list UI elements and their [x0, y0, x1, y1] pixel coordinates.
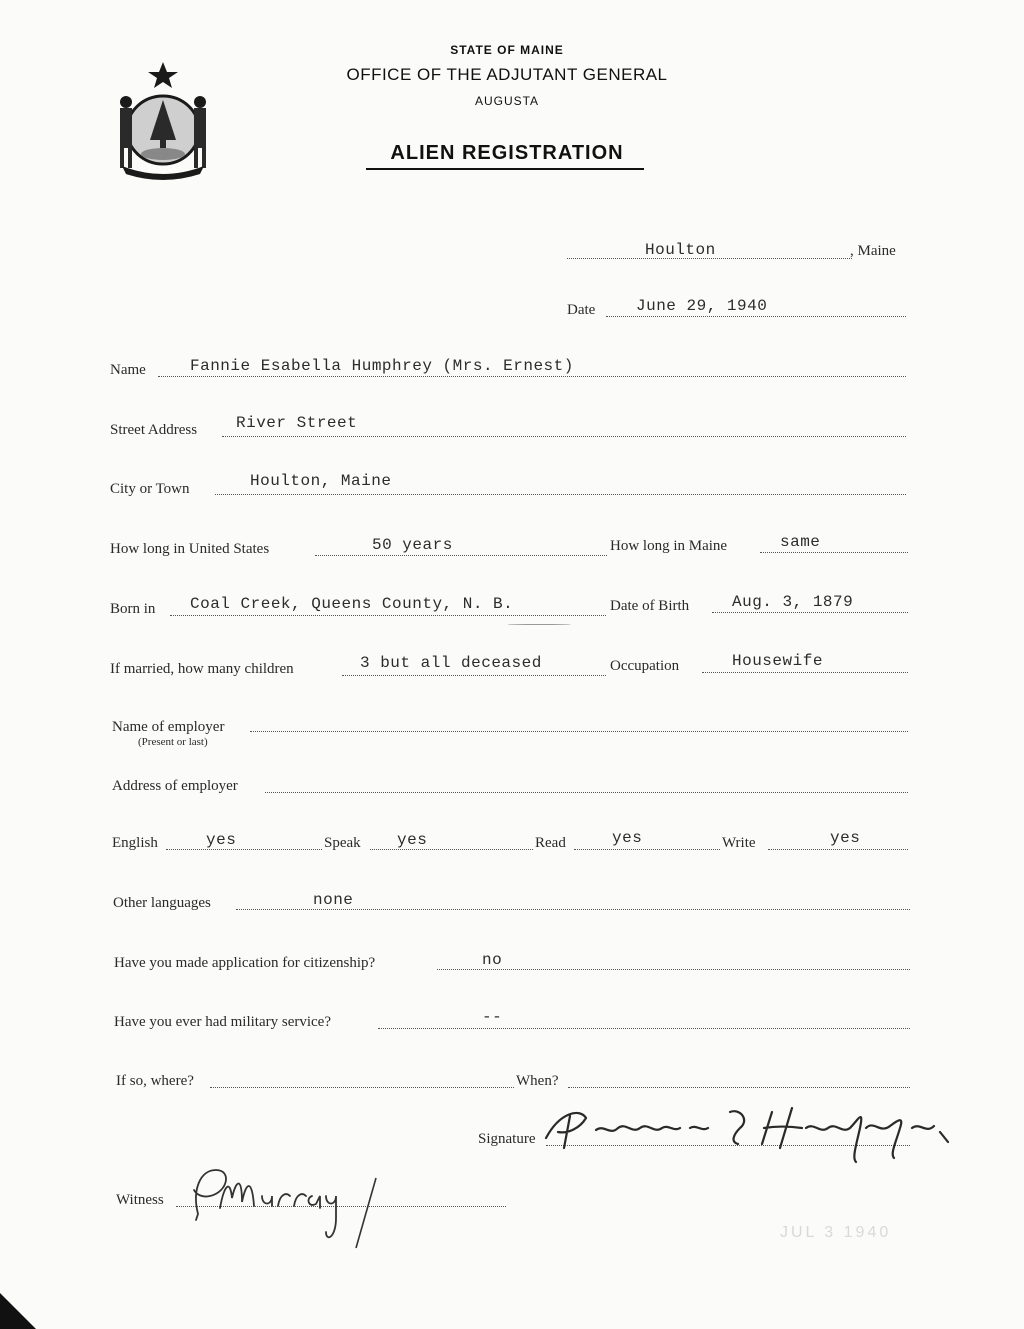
office-heading: OFFICE OF THE ADJUTANT GENERAL [346, 65, 668, 84]
handwritten-witness [180, 1160, 410, 1255]
citizenship-line [437, 969, 910, 970]
write-line [768, 849, 908, 850]
employer-address-label: Address of employer [112, 778, 238, 794]
speak-line [370, 849, 533, 850]
children-label: If married, how many children [110, 661, 294, 677]
english-value: yes [206, 831, 237, 849]
other-languages-value: none [313, 891, 354, 909]
name-value: Fannie Esabella Humphrey (Mrs. Ernest) [190, 357, 574, 375]
citizenship-label: Have you made application for citizenship? [114, 955, 376, 971]
how-long-us-value: 50 years [372, 536, 453, 554]
english-label: English [112, 835, 158, 851]
employer-sublabel: (Present or last) [138, 736, 208, 748]
where-label: If so, where? [116, 1073, 194, 1089]
military-line [378, 1028, 910, 1029]
write-label: Write [722, 835, 756, 851]
born-in-line [170, 615, 606, 616]
name-line [158, 376, 906, 377]
date-label: Date [567, 302, 596, 318]
how-long-us-line [315, 555, 607, 556]
when-label: When? [516, 1073, 559, 1089]
where-line [210, 1087, 514, 1088]
place-suffix: , Maine [850, 243, 896, 259]
place-value: Houlton [645, 241, 716, 259]
name-label: Name [110, 362, 146, 378]
other-languages-label: Other languages [113, 895, 211, 911]
how-long-maine-value: same [780, 533, 821, 551]
military-label: Have you ever had military service? [114, 1014, 331, 1030]
dob-line [712, 612, 908, 613]
how-long-maine-label: How long in Maine [610, 538, 728, 554]
born-in-label: Born in [110, 601, 156, 617]
city-heading: AUGUSTA [474, 94, 540, 108]
dob-label: Date of Birth [610, 598, 690, 614]
read-value: yes [612, 829, 643, 847]
speak-value: yes [397, 831, 428, 849]
date-value: June 29, 1940 [636, 297, 768, 315]
military-value: -- [482, 1008, 503, 1026]
occupation-line [702, 672, 908, 673]
street-label: Street Address [110, 422, 198, 438]
seal-banner-text: MAINE [148, 164, 178, 174]
employer-address-line [265, 792, 908, 793]
when-line [568, 1087, 910, 1088]
english-line [166, 849, 322, 850]
street-value: River Street [236, 414, 358, 432]
city-label: City or Town [110, 481, 190, 497]
handwritten-signature [540, 1098, 950, 1168]
date-line [606, 316, 906, 317]
received-stamp: JUL 3 1940 [780, 1224, 892, 1241]
how-long-maine-line [760, 552, 908, 553]
employer-label: Name of employer [112, 719, 225, 735]
corner-mark [0, 1293, 36, 1329]
how-long-us-label: How long in United States [110, 541, 270, 557]
other-languages-line [236, 909, 910, 910]
occupation-value: Housewife [732, 652, 823, 670]
city-line [215, 494, 906, 495]
occupation-label: Occupation [610, 658, 680, 674]
maine-state-seal-icon [108, 58, 218, 183]
read-label: Read [535, 835, 566, 851]
employer-line [250, 731, 908, 732]
children-value: 3 but all deceased [360, 654, 542, 672]
form-title: ALIEN REGISTRATION [390, 142, 624, 164]
city-value: Houlton, Maine [250, 472, 392, 490]
speak-label: Speak [324, 835, 361, 851]
write-value: yes [830, 829, 861, 847]
state-heading: STATE OF MAINE [450, 43, 564, 57]
children-line [342, 675, 606, 676]
correction-mark [507, 624, 571, 625]
citizenship-value: no [482, 951, 503, 969]
signature-label: Signature [478, 1131, 536, 1147]
dob-value: Aug. 3, 1879 [732, 593, 854, 611]
street-line [222, 436, 906, 437]
born-in-value: Coal Creek, Queens County, N. B. [190, 595, 514, 613]
title-underline [366, 168, 644, 170]
witness-label: Witness [116, 1192, 164, 1208]
read-line [574, 849, 720, 850]
